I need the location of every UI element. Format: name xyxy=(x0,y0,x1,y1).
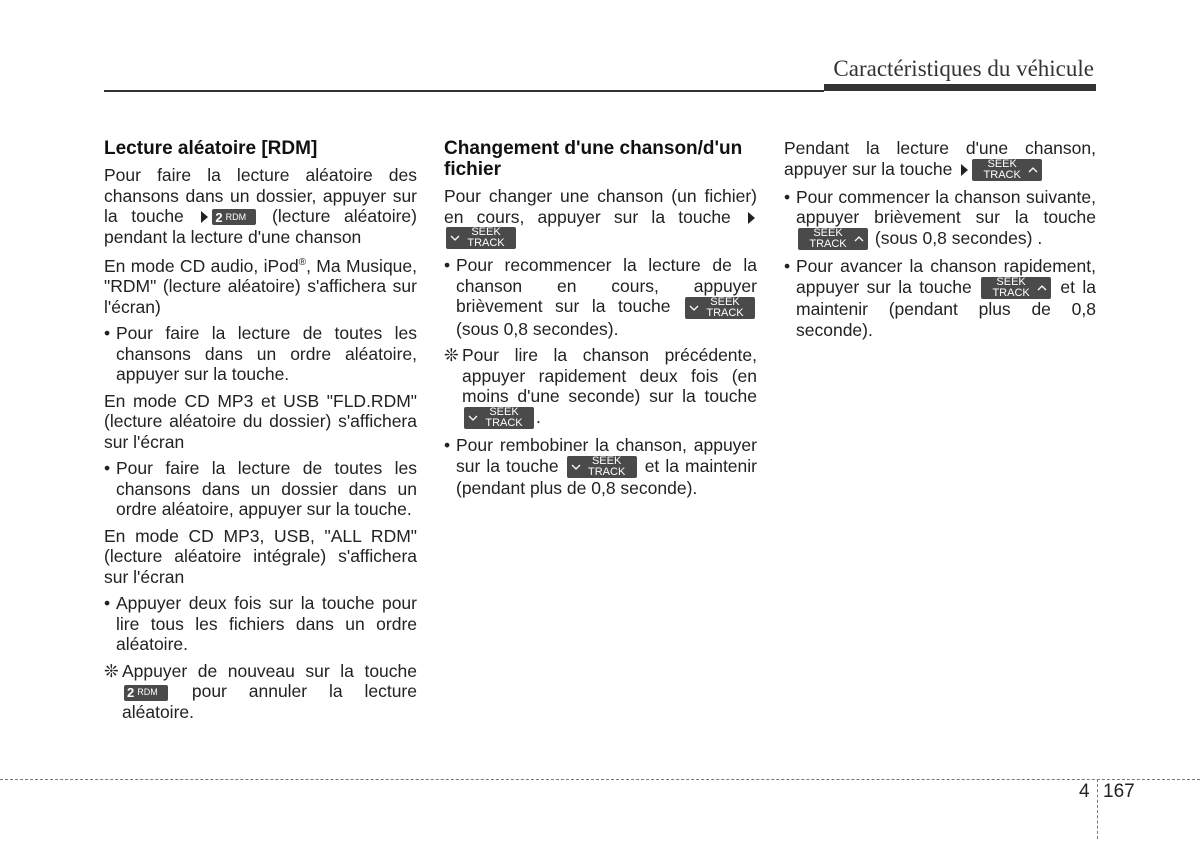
text: Pour faire la lecture de toutes les chansons dans un ordre aléatoire, appuyer sur la touche. xyxy=(116,323,417,385)
text: Appuyer deux fois sur la touche pour lire tous les fichiers dans un ordre aléatoire. xyxy=(116,593,417,655)
seek-up-button-icon xyxy=(972,159,1042,181)
note-item xyxy=(444,345,757,429)
paragraph xyxy=(444,186,757,249)
chevron-down-icon xyxy=(468,413,478,423)
text: Pour commencer la chanson suivante, appuyer brièvement sur la touche xyxy=(796,186,1096,228)
bullet-item xyxy=(444,435,757,498)
rdm-button-icon xyxy=(212,209,256,225)
header-rule xyxy=(104,90,824,92)
chevron-up-icon xyxy=(854,234,864,244)
text: (sous 0,8 secondes). xyxy=(456,318,619,339)
bullet-item xyxy=(444,255,757,339)
chapter-number: 4 xyxy=(1079,781,1090,802)
chevron-down-icon xyxy=(450,233,460,243)
note-marker: ❊ xyxy=(104,660,119,681)
play-arrow-icon xyxy=(961,164,968,176)
track-label: TRACK xyxy=(588,466,626,478)
seek-down-button-icon xyxy=(567,456,637,478)
text: Pour recommencer la lecture de la chanson en cours, appuyer brièvement sur la touche xyxy=(456,255,757,317)
track-label: TRACK xyxy=(706,306,744,319)
text: (lecture aléatoire) pendant la lecture d'une chanson xyxy=(104,206,417,247)
text: Pour lire la chanson précédente, appuyer rapidement deux fois (en moins d'une seconde) sur la touche xyxy=(462,345,757,407)
note-item xyxy=(104,661,417,723)
paragraph xyxy=(784,138,1096,181)
bullet-marker: • xyxy=(784,256,791,277)
bullet-marker: • xyxy=(784,186,791,207)
column-next-track xyxy=(784,138,1096,346)
section-title: Caractéristiques du véhicule xyxy=(833,56,1094,81)
seek-label: SEEK xyxy=(489,406,519,419)
track-label: TRACK xyxy=(467,237,505,250)
header-rule-accent xyxy=(824,84,1096,91)
text: Pour rembobiner la chanson, appuyer sur la touche xyxy=(456,435,757,476)
play-arrow-icon xyxy=(748,212,755,224)
bullet-marker: • xyxy=(444,255,451,276)
text: et la maintenir (pendant plus de 0,8 seconde). xyxy=(456,455,757,498)
bullet-item xyxy=(784,256,1096,340)
bullet-item xyxy=(784,187,1096,250)
chevron-up-icon xyxy=(1037,283,1047,293)
track-label: TRACK xyxy=(809,238,847,251)
paragraph xyxy=(104,165,417,247)
bullet-item xyxy=(104,323,417,385)
paragraph: En mode CD MP3 et USB "FLD.RDM" (lecture aléatoire du dossier) s'affichera sur l'écran xyxy=(104,390,417,452)
chevron-down-icon xyxy=(689,303,699,313)
text: (sous 0,8 secondes) . xyxy=(874,227,1043,248)
text: et la maintenir (pendant plus de 0,8 seconde). xyxy=(796,276,1096,340)
text: En mode CD audio, iPod xyxy=(104,255,299,276)
seek-down-button-icon xyxy=(446,227,516,249)
bullet-marker: • xyxy=(104,593,111,614)
rdm-button-icon xyxy=(124,685,168,701)
seek-label: SEEK xyxy=(813,227,843,240)
heading-change-track: Changement d'une chanson/d'un fichier xyxy=(444,138,743,180)
note-marker: ❊ xyxy=(444,345,459,366)
text: Pour faire la lecture de toutes les chansons dans un dossier dans un ordre aléatoire, appuyer sur la touche. xyxy=(116,458,417,520)
page-number: 167 xyxy=(1103,781,1135,802)
seek-up-button-icon xyxy=(798,228,868,250)
bullet-marker: • xyxy=(444,435,451,456)
text: Pendant la lecture d'une chanson, appuyer sur la touche xyxy=(784,138,1096,179)
footer-divider xyxy=(1097,779,1098,839)
registered-mark: ® xyxy=(298,257,307,268)
rdm-label: RDM xyxy=(137,687,158,698)
column-random-playback xyxy=(104,138,417,728)
track-label: TRACK xyxy=(992,287,1030,300)
text: Pour faire la lecture aléatoire des chansons dans un dossier, appuyer sur la touche xyxy=(104,165,417,226)
seek-label: SEEK xyxy=(710,295,740,308)
rdm-number: 2 xyxy=(215,209,223,225)
seek-down-button-icon xyxy=(464,407,534,429)
seek-label: SEEK xyxy=(996,276,1026,289)
chevron-up-icon xyxy=(1028,165,1038,175)
text: , Ma Musique, "RDM" (lecture aléatoire) s'affichera sur l'écran) xyxy=(104,255,417,317)
seek-label: SEEK xyxy=(591,455,622,467)
text: pour annuler la lecture aléatoire. xyxy=(122,681,417,722)
paragraph: En mode CD MP3, USB, "ALL RDM" (lecture aléatoire intégrale) s'affichera sur l'écran xyxy=(104,525,417,587)
bullet-item xyxy=(104,593,417,655)
text: Pour avancer la chanson rapidement, appuyer sur la touche xyxy=(796,256,1096,297)
paragraph xyxy=(104,253,417,317)
bullet-item xyxy=(104,458,417,520)
footer-rule xyxy=(0,779,1200,780)
track-label: TRACK xyxy=(983,168,1021,181)
chevron-down-icon xyxy=(571,462,581,472)
seek-down-button-icon xyxy=(685,297,755,319)
bullet-marker: • xyxy=(104,323,111,344)
rdm-label: RDM xyxy=(225,211,247,222)
rdm-number: 2 xyxy=(127,685,135,701)
seek-up-button-icon xyxy=(981,277,1051,299)
track-label: TRACK xyxy=(485,417,523,430)
text: Pour changer une chanson (un fichier) en cours, appuyer sur la touche xyxy=(444,186,757,227)
seek-label: SEEK xyxy=(987,157,1017,170)
text: . xyxy=(536,406,541,427)
bullet-marker: • xyxy=(104,458,111,479)
column-change-track xyxy=(444,138,757,505)
play-arrow-icon xyxy=(201,211,208,223)
heading-random: Lecture aléatoire [RDM] xyxy=(104,138,318,159)
seek-label: SEEK xyxy=(471,226,501,239)
text: Appuyer de nouveau sur la touche xyxy=(122,660,417,681)
